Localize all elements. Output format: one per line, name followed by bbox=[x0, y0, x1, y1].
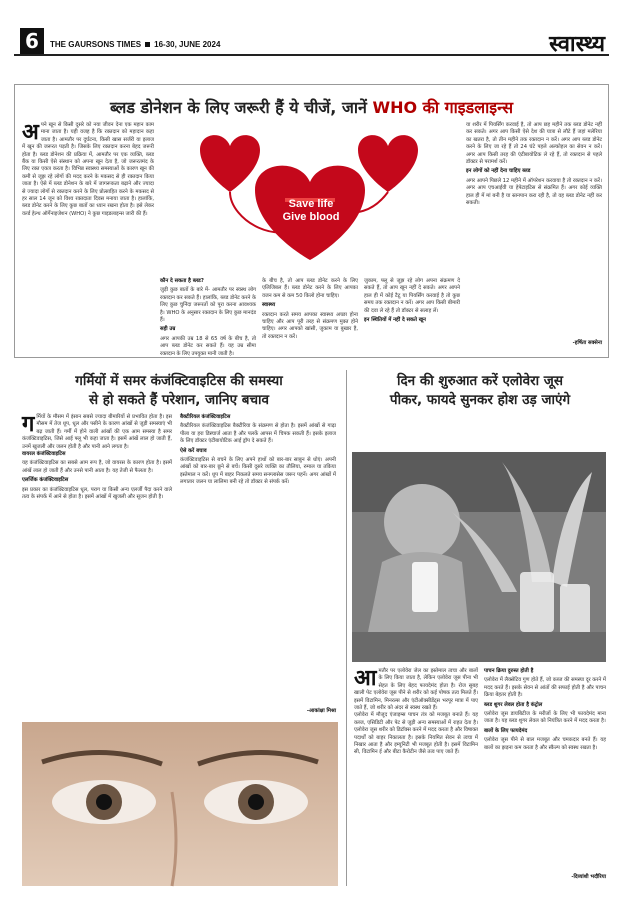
blood-donation-illustration bbox=[160, 120, 460, 272]
page-number: 6 bbox=[20, 28, 44, 54]
article1-col1-text: पने खून से किसी दूसरे को नया जीवन देना एक महान काम माना जाता है। यही वजह है कि रक्तदान को महादान कहा जाता है। आमतौर पर दुर्घटना, किसी खास सर्जरी या इलाज में खून की जरूरत पड़ती है। जिसके लिए रक्तदान करना बेहद जरूरी होता है। ब्लड डोनेशन की प्रक्रिया में, आमतौर पर एक व्यक्ति, ब्लड बैंक या किसी ऐसे संस्थान को अपना खून देता है, जो जरूरतमंद के लिए रक्त एकत्र करता है। विभिन्न स्वास्थ्य समस्याओं के कारण खून की कमी से जूझ रहे लोगों की मदद करने के मकसद से ही रक्तदान किया जाता है। ऐसे में ब्लड डोनेशन के बारे में जागरूकता बढ़ाने और ज्यादा से ज्यादा लोगों से रक्तदान करने के लिए प्रोत्साहित करने के मकसद से हर साल 14 जून को विश्व रक्तदाता दिवस मनाया जाता है। हालांकि, ब्लड डोनेट करने के लिए कुछ बातों का ध्यान रखना होता है। इसे लेकर वर्ल्ड हेल्थ ऑर्गेनाइजेशन (WHO) ने कुछ गाइडलाइन्स जारी की हैं। bbox=[22, 122, 154, 217]
article1-col5-subheading: इन लोगों को नहीं देना चाहिए ब्लड bbox=[466, 168, 531, 175]
article1-col4-text: जुकाम, फ्लू से जूझ रहे लोग अपना संक्रमण दे सकते हैं, तो आप खून नहीं दे सकते। अगर आपने हाल ही में कोई टैटू या पियर्सिंग करवाई है तो कुछ समय तक रक्तदान न करें। अगर आप किसी बीमारी की दवा ले रहे हैं तो डॉक्टर से सलाह लें। bbox=[364, 278, 460, 314]
column-divider bbox=[346, 370, 347, 886]
article3-column-1 bbox=[354, 665, 478, 886]
article2-col1-subheading: वायरल कंजंक्टिवाइटिस bbox=[22, 451, 66, 458]
article2-dropcap: ग bbox=[22, 411, 35, 437]
article3-col3c-text: एलोवेरा जूस पीने से बाल मजबूत और चमकदार बनते हैं। यह बालों का झड़ना कम करता है और स्कैल्प को स्वस्थ रखता है। bbox=[484, 737, 606, 751]
paper-name-date bbox=[50, 40, 220, 49]
article3-col3-text: एलोवेरा में लैक्सेटिव गुण होते हैं, जो कब्ज की समस्या दूर करने में मदद करते हैं। इसके सेवन से आंतों की सफाई होती है और पाचन क्रिया बेहतर होती है। bbox=[484, 677, 606, 699]
article1-col3-text: के बीच है, तो आप ब्लड डोनेट करने के लिए एलिजिबल हैं। ब्लड डोनेट करने के लिए आपका वजन कम से कम 50 किलो होना चाहिए। bbox=[262, 278, 358, 299]
separator-square-icon bbox=[145, 42, 150, 47]
article2-title-line1: गर्मियों में समर कंजंक्टिवाइटिस की समस्या bbox=[75, 373, 283, 389]
article2-col1-text: र्मियों के मौसम में इंसान सबसे ज्यादा बीमारियों से प्रभावित होता है। इस मौसम में तेज धूप, धूल और पसीने के कारण आंखों से जुड़ी समस्याएं भी बढ़ जाती हैं। गर्मी में होने वाली आंखों की एक आम समस्या है समर कंजंक्टिवाइटिस, जिसे आई फ्लू भी कहा जाता है। इसमें आंखें लाल हो जाती हैं, उनमें खुजली और जलन होती है और पानी आने लगता है। bbox=[22, 414, 172, 450]
article1-byline: -हर्षिता सक्सेना bbox=[572, 340, 602, 346]
article1-col2-subheading: सही उम्र bbox=[160, 326, 176, 333]
section-title: स्वास्थ्य bbox=[549, 31, 605, 57]
article1-col3-subheading: स्वास्थ्य bbox=[262, 302, 276, 309]
eyes-photo bbox=[22, 722, 338, 886]
juice-glass-icon bbox=[520, 572, 554, 632]
article3-column-2 bbox=[484, 668, 606, 872]
paper-name: THE GAURSONS TIMES bbox=[50, 40, 142, 49]
article1-col4-subheading: इन स्थितियों में नहीं दे सकते खून bbox=[364, 317, 426, 324]
article1-col2b-text: अगर आपकी उम्र 18 से 65 वर्ष के बीच है, तो आप ब्लड डोनेट कर सकते हैं। यह उम्र सीमा रक्तदान के लिए उपयुक्त मानी जाती है। bbox=[160, 335, 256, 357]
hero-caption-line1: Save life bbox=[288, 198, 334, 210]
hero-caption bbox=[266, 198, 356, 224]
article3-col1-text: मतौर पर एलोवेरा जेल का इस्तेमाल त्वचा और बालों के लिए किया जाता है, लेकिन एलोवेरा जूस पीना भी सेहत के लिए बेहद फायदेमंद होता है। रोज सुबह खाली पेट एलोवेरा जूस पीने से शरीर को कई पोषक तत्व मिलते हैं। इसमें विटामिन, मिनरल्स और एंटीऑक्सीडेंट्स भरपूर मात्रा में पाए जाते हैं, जो शरीर को अंदर से स्वस्थ रखते हैं। bbox=[354, 668, 478, 712]
article3-col2-text: एलोवेरा में मौजूद एंजाइम्स पाचन तंत्र को मजबूत बनाते हैं। यह कब्ज, एसिडिटी और पेट से जुड़ी अन्य समस्याओं में राहत देता है। एलोवेरा जूस शरीर को डिटॉक्स करने में मदद करता है और विषाक्त पदार्थों को बाहर निकालता है। इसके नियमित सेवन से त्वचा में निखार आता है और इम्यूनिटी भी मजबूत होती है। इसमें विटामिन सी, विटामिन ई और बीटा कैरोटीन जैसे तत्व पाए जाते हैं। bbox=[354, 712, 478, 756]
article3-col3-subheading: ब्लड शुगर लेवल होता है कंट्रोल bbox=[484, 701, 543, 708]
article1-column-2 bbox=[160, 278, 256, 357]
article2-title bbox=[18, 372, 340, 410]
article1-title bbox=[20, 96, 603, 118]
article1-column-4 bbox=[364, 278, 460, 350]
article3-title-line1: दिन की शुरुआत करें एलोवेरा जूस bbox=[397, 373, 563, 389]
article2-col1-subheading2: एलर्जिक कंजंक्टिवाइटिस bbox=[22, 477, 69, 484]
article1-title-text: ब्लड डोनेशन के लिए जरूरी हैं ये चीजें, जानें bbox=[109, 98, 367, 117]
article3-title bbox=[352, 372, 608, 410]
article3-col3-subheading2: बालों के लिए फायदेमंद bbox=[484, 727, 528, 734]
hero-caption-line2: Give blood bbox=[282, 211, 340, 223]
article1-column-5 bbox=[466, 122, 602, 336]
article2-col2-heading: बैक्टीरियल कंजंक्टिवाइटिस bbox=[180, 414, 231, 420]
article2-column-2 bbox=[180, 414, 336, 704]
article3-byline: -दिव्यांशी भदौरिया bbox=[571, 874, 606, 880]
article2-column-1 bbox=[22, 411, 172, 718]
issue-date: 16-30, JUNE 2024 bbox=[154, 40, 221, 49]
article1-col2-heading: कौन दे सकता है ब्लड? bbox=[160, 278, 204, 284]
article3-col3b-text: एलोवेरा जूस डायबिटीज के मरीजों के लिए भी फायदेमंद माना जाता है। यह ब्लड शुगर लेवल को नियंत्रित करने में मदद करता है। bbox=[484, 711, 606, 725]
article1-col5-text: या शरीर में पियर्सिंग करवाई है, तो आप छह महीने तक ब्लड डोनेट नहीं कर सकते। अगर आप किसी ऐसे देश की यात्रा से लौटे हैं जहां मलेरिया का खतरा है, तो तीन महीने तक रक्तदान न करें। अगर आप ब्लड डोनेट करने के लिए जा रहे हैं तो 24 घंटे पहले अल्कोहल का सेवन न करें। अगर आप किसी तरह की एंटीबायोटिक ले रहे हैं, तो रक्तदान से पहले डॉक्टर से परामर्श करें। bbox=[466, 122, 602, 166]
article1-col3b-text: रक्तदान करते समय आपका स्वास्थ्य अच्छा होना चाहिए और आप पूरी तरह से संक्रमण मुक्त होने चाहिए। अगर आपको खांसी, जुकाम या बुखार है, तो रक्तदान न करें। bbox=[262, 311, 358, 340]
article3-dropcap: आ bbox=[354, 665, 377, 691]
article2-col2-subheading: ऐसे करें बचाव bbox=[180, 447, 207, 454]
blood-hearts-graphic bbox=[160, 120, 460, 272]
article1-col5b-text: अगर आपने पिछले 12 महीने में ऑपरेशन करवाया है तो रक्तदान न करें। अगर आप एचआईवी या हेपेटाइटिस से संक्रमित हैं। अगर कोई व्यक्ति हाल ही में मां बनी है या स्तनपान करा रही है, तो वह ब्लड डोनेट नहीं कर सकती। bbox=[466, 177, 602, 207]
article1-title-highlight: WHO की गाइडलाइन्स bbox=[372, 98, 514, 117]
eyes-photo-graphic bbox=[22, 722, 338, 886]
article3-title-line2: पीकर, फायदे सुनकर होश उड़ जाएंगे bbox=[389, 392, 571, 408]
article2-col2-text: बैक्टीरियल कंजंक्टिवाइटिस बैक्टीरिया के संक्रमण से होता है। इसमें आंखों से गाढ़ा पीला या हरा डिस्चार्ज आता है और पलकें आपस में चिपक सकती हैं। इसके इलाज के लिए डॉक्टर एंटीबायोटिक आई ड्रॉप दे सकते हैं। bbox=[180, 423, 336, 445]
masthead bbox=[14, 22, 609, 56]
article1-dropcap: अ bbox=[22, 119, 39, 145]
article2-col1c-text: इस प्रकार का कंजंक्टिवाइटिस धूल, पराग या किसी अन्य एलर्जी पैदा करने वाले तत्व के संपर्क में आने से होता है। इसमें आंखों में खुजली और सूजन होती है। bbox=[22, 486, 172, 501]
article2-byline: -आकांक्षा मिश्रा bbox=[306, 708, 336, 714]
aloe-vera-photo-graphic bbox=[352, 452, 606, 662]
article1-column-1 bbox=[22, 119, 154, 350]
article3-col3-heading: पाचन क्रिया दुरुस्त होती है bbox=[484, 668, 534, 674]
article2-col2b-text: कंजंक्टिवाइटिस से बचने के लिए अपने हाथों को बार-बार साबुन से धोएं। अपनी आंखों को बार-बार छूने से बचें। किसी दूसरे व्यक्ति का तौलिया, रुमाल या तकिया इस्तेमाल न करें। धूप में बाहर निकलते समय सनग्लासेस जरूर पहनें। अगर आंखों में लगातार जलन या लालिमा बनी रहे तो डॉक्टर से संपर्क करें। bbox=[180, 457, 336, 486]
article1-column-3 bbox=[262, 278, 358, 350]
article1-col2-text: जुड़ी कुछ बातों के बारे में- आमतौर पर स्वस्थ लोग रक्तदान कर सकते हैं। हालांकि, ब्लड डोनेट करने के लिए कुछ चुनिंदा जरूरतों को पूरा करना आवश्यक है। WHO के अनुसार रक्तदान के लिए कुछ मानदंड हैं। bbox=[160, 287, 256, 324]
article2-title-line2: से हो सकते हैं परेशान, जानिए बचाव bbox=[88, 392, 270, 408]
aloe-vera-photo bbox=[352, 452, 606, 662]
article2-col1b-text: यह कंजंक्टिवाइटिस का सबसे आम रूप है, जो वायरस के कारण होता है। इसमें आंखें लाल हो जाती हैं और उनसे पानी आता है। यह तेजी से फैलता है। bbox=[22, 460, 172, 474]
